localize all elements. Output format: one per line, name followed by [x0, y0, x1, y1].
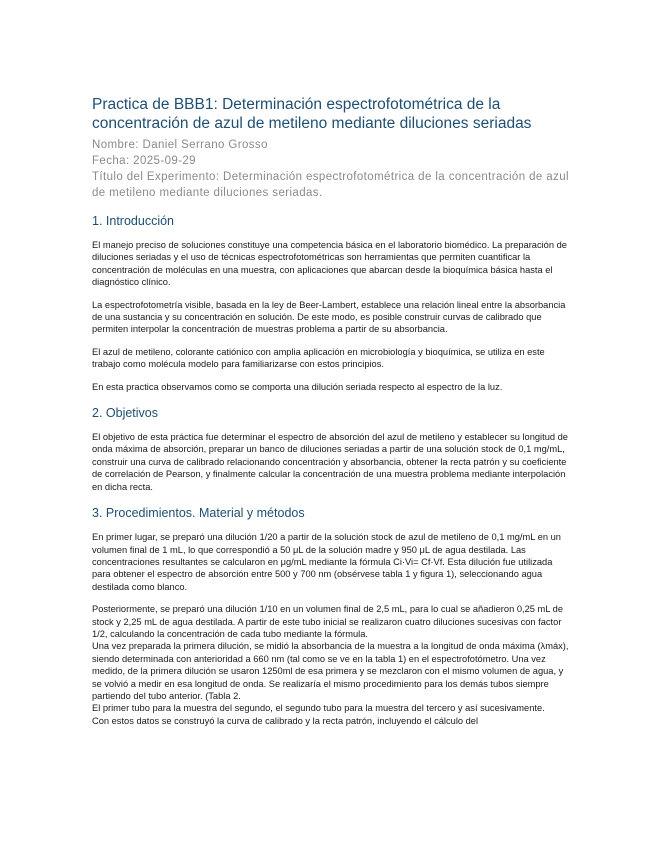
- intro-paragraph-2: La espectrofotometría visible, basada en la ley de Beer-Lambert, establece una relación lineal entre la absorbancia de una sustancia y su concentración en solución. De este modo, es posible construir curvas de calibrado que permiten interpolar la concentración de muestras problema a partir de su absorbancia.: [92, 299, 566, 335]
- date-line: Fecha: 2025-09-29: [92, 155, 196, 167]
- section-heading-procedures: 3. Procedimientos. Material y métodos: [92, 506, 305, 521]
- intro-paragraph-1: El manejo preciso de soluciones constituye una competencia básica en el laboratorio biomédico. La preparación de diluciones seriadas y el uso de técnicas espectrofotométricas son herramientas que permiten cuantificar la concentración de moléculas en una muestra, con aplicaciones que abarcan desde la bioquímica básica hasta el diagnóstico clínico.: [92, 240, 567, 288]
- document-content: [92, 95, 570, 727]
- procedures-paragraph-5: Con estos datos se construyó la curva de calibrado y la recta patrón, incluyendo el cálculo del: [92, 715, 479, 726]
- author-line: Nombre: Daniel Serrano Grosso: [92, 139, 268, 151]
- section-heading-introduction: 1. Introducción: [92, 214, 174, 228]
- procedures-paragraph-1: En primer lugar, se preparó una dilución 1/20 a partir de la solución stock de azul de metileno de 0,1 mg/mL en un volumen final de 1 mL, lo que correspondió a 50 μL de la solución madre y 950 μL de agua destilada. Las concentraciones resultantes se calcularon en μg/mL mediante la fórmula Ci·Vi= Cf·Vf. Esta dilución fue utilizada para obtener el espectro de absorción entre 500 y 700 nm (obsérvese tabla 1 y figura 1), seleccionando agua destilada como blanco.: [92, 532, 561, 592]
- intro-paragraph-3: El azul de metileno, colorante catiónico con amplia aplicación en microbiología y bioquímica, se utiliza en este trabajo como molécula modelo para familiarizarse con estos principios.: [92, 346, 545, 370]
- experiment-title-line: Título del Experimento: Determinación espectrofotométrica de la concentración de azul de metileno mediante diluciones seriadas.: [92, 171, 569, 199]
- procedures-paragraph-4: El primer tubo para la muestra del segundo, el segundo tubo para la muestra del tercero y así sucesivamente.: [92, 703, 545, 714]
- procedures-paragraph-3: Una vez preparada la primera dilución, se midió la absorbancia de la muestra a la longitud de onda máxima (λmáx), siendo determinada con anterioridad a 660 nm (tal como se ve en la tabla 1) en el espectrofotómetro. Una vez medido, de la primera dilución se usaron 1250ml de esa primera y se mezclaron con el mismo volumen de agua, y se volvió a medir en esa longitud de onda. Se realizaría el mismo procedimiento para los demás tubos siempre partiendo del tubo anterior. (Tabla 2.: [92, 641, 569, 701]
- objectives-paragraph: El objetivo de esta práctica fue determinar el espectro de absorción del azul de metileno y establecer su longitud de onda máxima de absorción, preparar un banco de diluciones seriadas a partir de una solución stock de 0,1 mg/mL, construir una curva de calibrado relacionando concentración y absorbancia, obtener la recta patrón y su coeficiente de correlación de Pearson, y finalmente calcular la concentración de una muestra problema mediante interpolación en dicha recta.: [92, 432, 568, 492]
- section-heading-objectives: 2. Objetivos: [92, 406, 159, 421]
- intro-paragraph-4: En esta practica observamos como se comporta una dilución seriada respecto al espectro de la luz.: [92, 381, 503, 392]
- procedures-paragraph-2: Posteriormente, se preparó una dilución 1/10 en un volumen final de 2,5 mL, para lo cual se añadieron 0,25 mL de stock y 2,25 mL de agua destilada. A partir de este tubo inicial se realizaron cuatro diluciones sucesivas con factor 1/2, calculando la concentración de cada tubo mediante la fórmula.: [92, 604, 563, 639]
- document-title: Practica de BBB1: Determinación espectrofotométrica de la concentración de azul de metileno mediante diluciones seriadas: [92, 96, 532, 132]
